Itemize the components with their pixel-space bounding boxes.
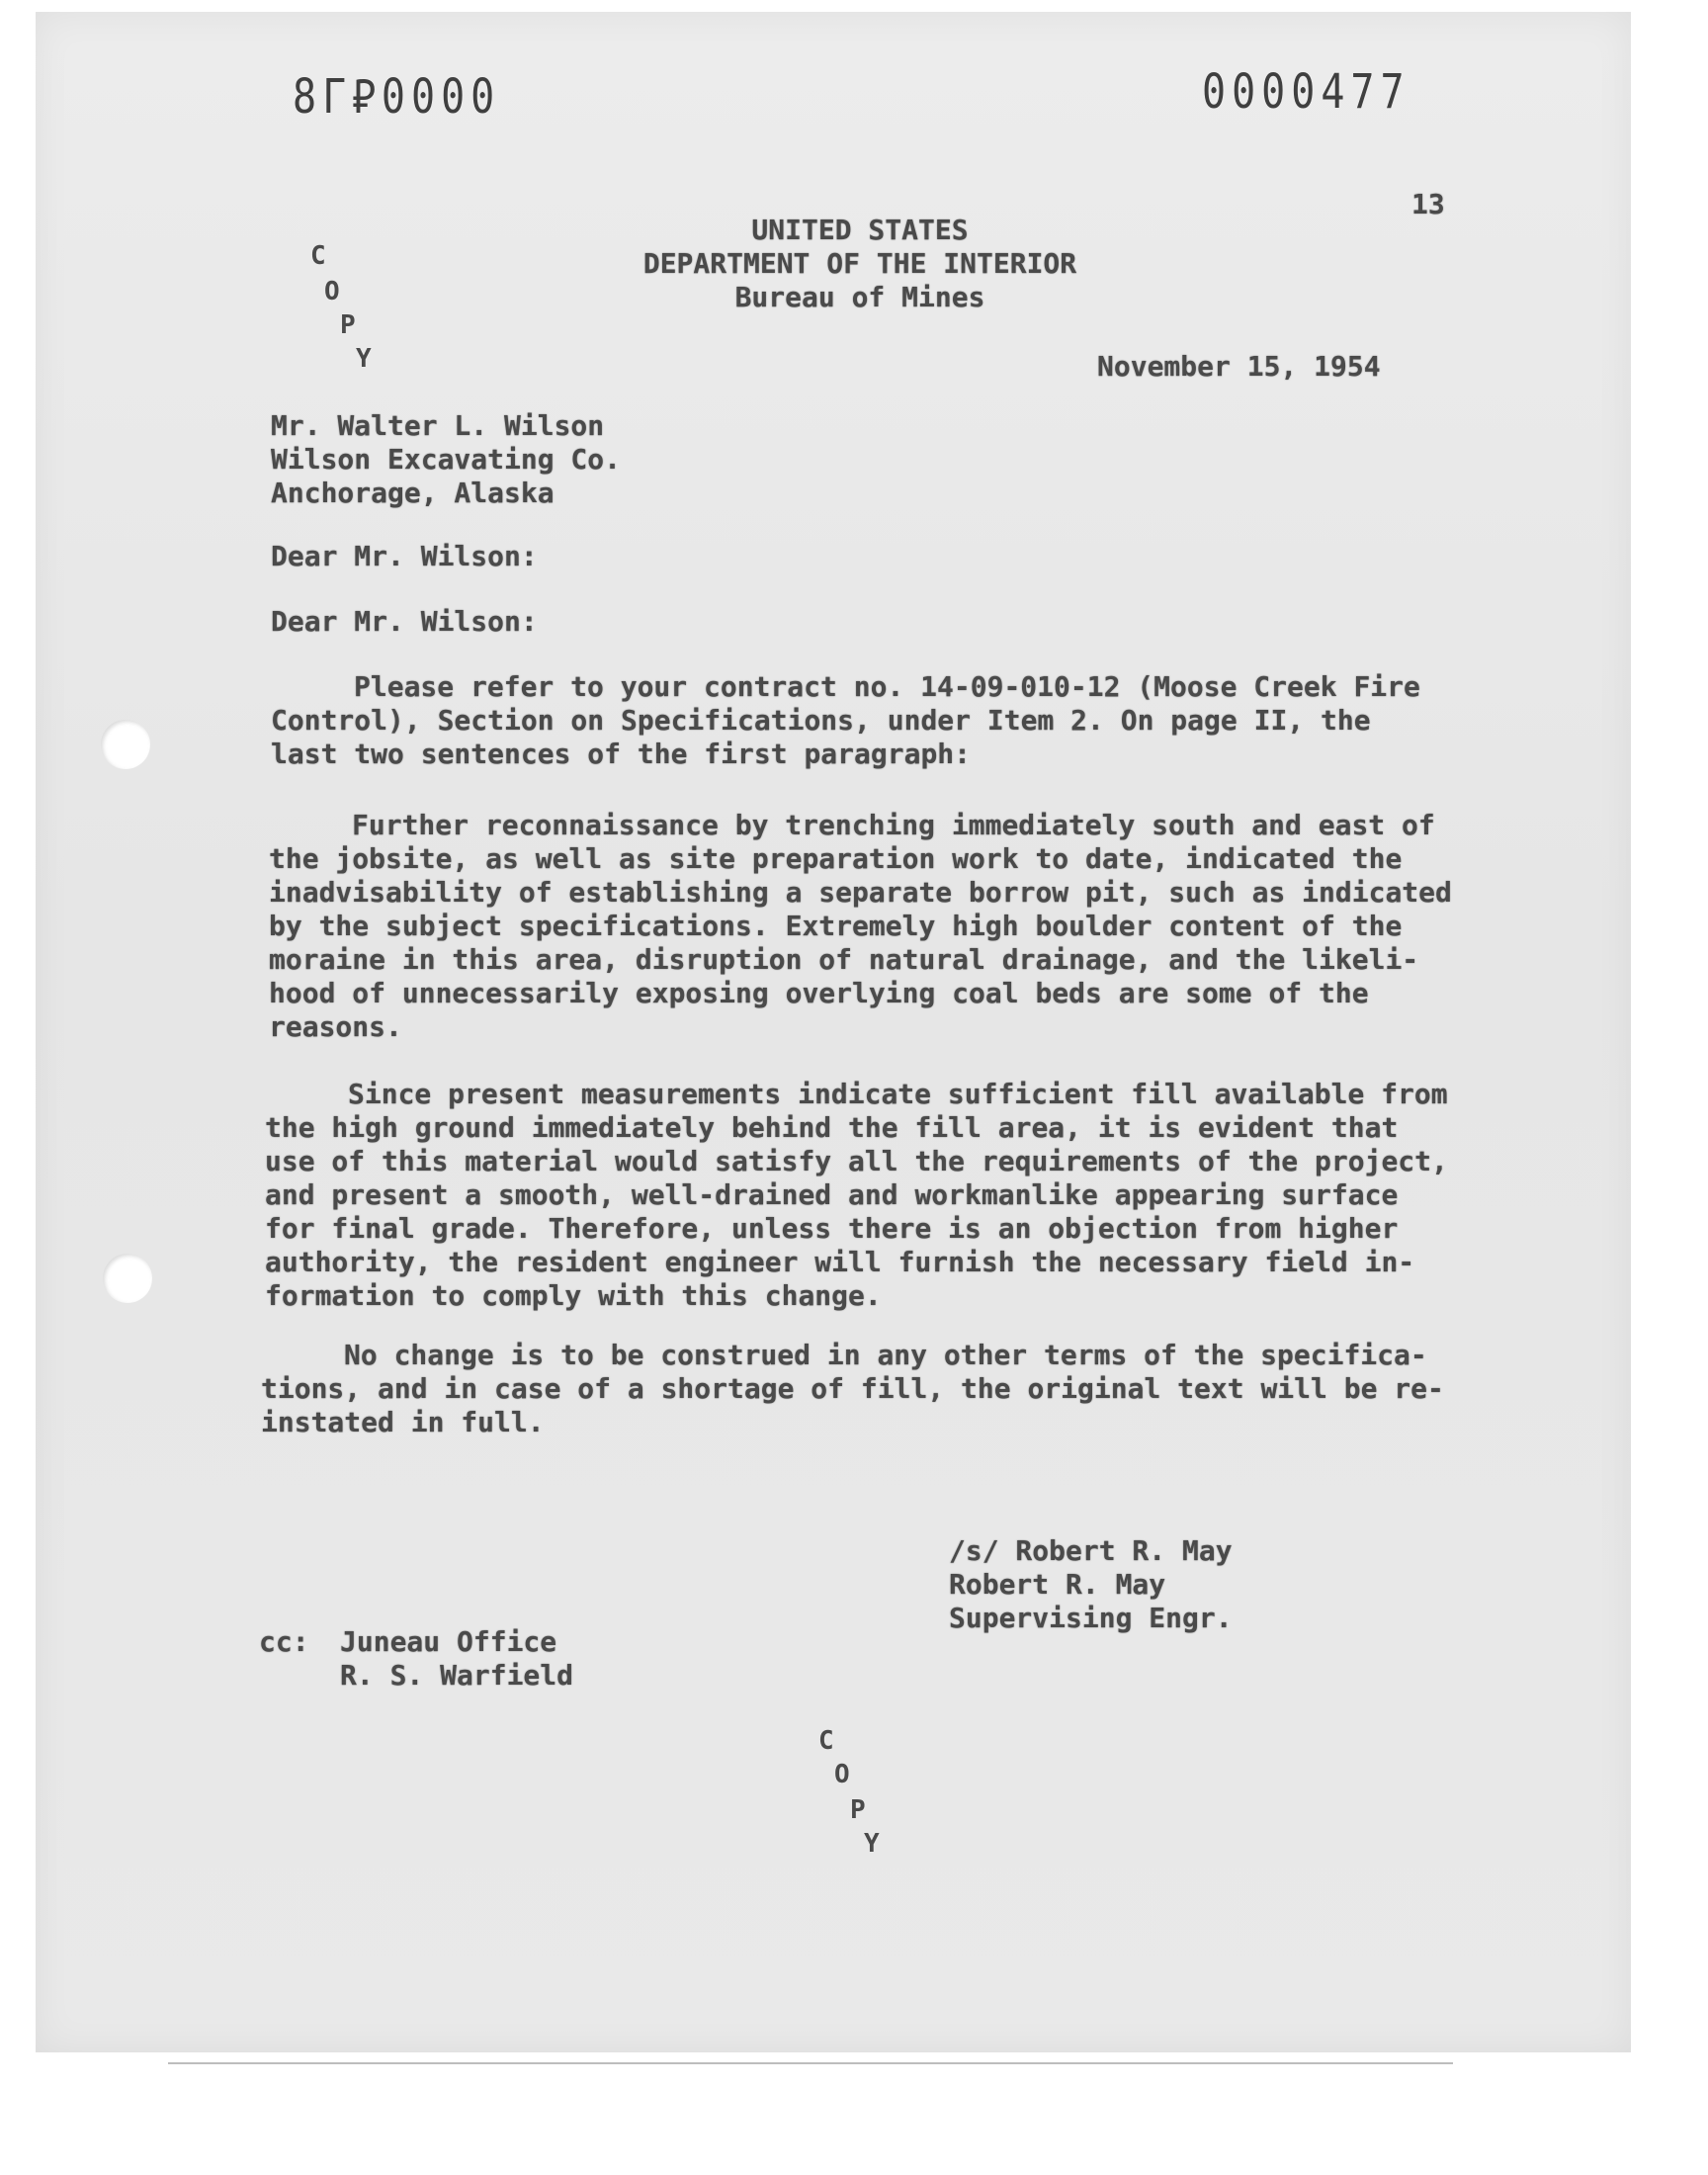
paragraph-3-line: and present a smooth, well-drained and workmanlike appearing surface	[265, 1178, 1399, 1211]
copy-mark-letter: Y	[864, 1829, 880, 1859]
recipient-company: Wilson Excavating Co.	[271, 443, 622, 476]
cc-recipient-1: Juneau Office	[340, 1625, 557, 1658]
paragraph-3-line: Since present measurements indicate sufficient fill available from	[348, 1078, 1448, 1110]
paragraph-2-line: hood of unnecessarily exposing overlying coal beds are some of the	[269, 977, 1369, 1009]
letterhead-line-3: Bureau of Mines	[734, 281, 985, 313]
paragraph-3-line: the high ground immediately behind the fill area, it is evident that	[265, 1111, 1399, 1144]
signature-title: Supervising Engr.	[949, 1602, 1233, 1634]
cc-label: cc:	[259, 1625, 309, 1658]
stamp-number-left: 8Γ⃎0000	[293, 69, 501, 125]
paragraph-4-line: tions, and in case of a shortage of fill, the original text will be re-	[261, 1372, 1444, 1405]
copy-mark-letter: O	[834, 1760, 850, 1789]
signature-name: Robert R. May	[949, 1568, 1166, 1601]
paragraph-1-line: last two sentences of the first paragraph:	[271, 738, 972, 770]
letterhead-line-2: DEPARTMENT OF THE INTERIOR	[642, 247, 1077, 280]
punch-hole-top	[101, 720, 150, 769]
signature-conformed: /s/ Robert R. May	[949, 1534, 1233, 1567]
paragraph-4-line: No change is to be construed in any other terms of the specifica-	[344, 1339, 1427, 1371]
punch-hole-bottom	[103, 1254, 152, 1303]
paragraph-2-line: reasons.	[269, 1010, 402, 1043]
paragraph-1-line: Please refer to your contract no. 14-09-010-12 (Moose Creek Fire	[354, 670, 1420, 703]
page-number: 13	[1411, 188, 1445, 220]
paragraph-3-line: for final grade. Therefore, unless there is an objection from higher	[265, 1212, 1399, 1245]
letterhead-line-1: UNITED STATES	[751, 214, 969, 246]
paragraph-2-line: Further reconnaissance by trenching immediately south and east of	[352, 809, 1435, 841]
copy-mark-letter: O	[324, 277, 340, 306]
recipient-name: Mr. Walter L. Wilson	[271, 409, 605, 442]
paragraph-4-line: instated in full.	[261, 1406, 545, 1438]
copy-mark-letter: P	[850, 1795, 866, 1825]
paragraph-2-line: moraine in this area, disruption of natural drainage, and the likeli-	[269, 943, 1419, 976]
paragraph-1-line: Control), Section on Specifications, under Item 2. On page II, the	[271, 704, 1371, 737]
copy-mark-letter: Y	[356, 344, 372, 374]
paragraph-3-line: formation to comply with this change.	[265, 1279, 882, 1312]
paragraph-2-line: by the subject specifications. Extremely high boulder content of the	[269, 910, 1403, 942]
copy-mark-letter: C	[310, 241, 326, 271]
copy-mark-letter: P	[340, 310, 356, 340]
letter-date: November 15, 1954	[1097, 350, 1381, 383]
stamp-number-right: 0000477	[1202, 65, 1410, 121]
salutation-first: Dear Mr. Wilson:	[271, 540, 538, 572]
paragraph-2-line: the jobsite, as well as site preparation work to date, indicated the	[269, 842, 1403, 875]
paragraph-2-line: inadvisability of establishing a separate borrow pit, such as indicated	[269, 876, 1452, 909]
scan-edge-line	[168, 2062, 1453, 2064]
copy-mark-letter: C	[818, 1726, 834, 1756]
salutation-second: Dear Mr. Wilson:	[271, 605, 538, 638]
recipient-location: Anchorage, Alaska	[271, 477, 555, 509]
cc-recipient-2: R. S. Warfield	[340, 1659, 574, 1692]
paragraph-3-line: authority, the resident engineer will furnish the necessary field in-	[265, 1246, 1415, 1278]
paragraph-3-line: use of this material would satisfy all the requirements of the project,	[265, 1145, 1448, 1177]
